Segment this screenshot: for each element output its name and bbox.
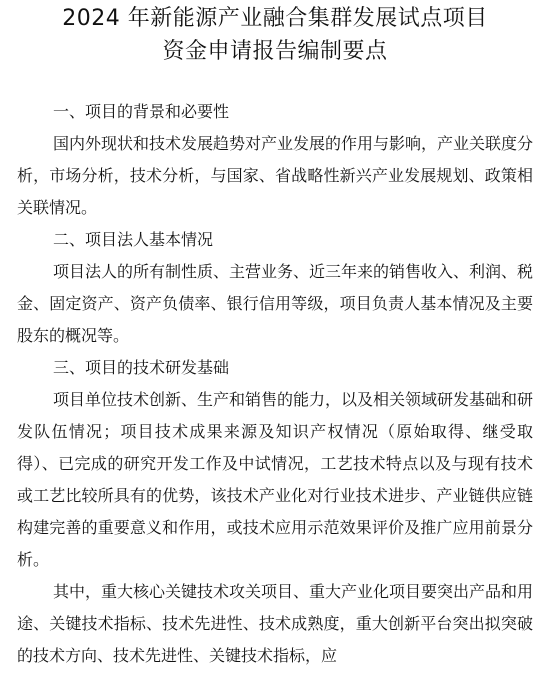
title-line-1: 2024 年新能源产业融合集群发展试点项目 <box>62 6 488 31</box>
section-heading-2: 二、项目法人基本情况 <box>53 230 214 249</box>
section-heading-3: 三、项目的技术研发基础 <box>53 358 230 377</box>
title-line-2: 资金申请报告编制要点 <box>162 39 388 64</box>
section-paragraph-3: 项目单位技术创新、生产和销售的能力，以及相关领域研发基础和研发队伍情况；项目技术成果来源及知识产权情况（原始取得、继受取得）、已完成的研究开发工作及中试情况，工艺技术特点以及与现有技术或工艺比较所具有的优势，该技术产业化对行业技术进步、产业链供应链构建完善的重要意义和作用，或技术应用示范效果评价及推广应用前景分析。 <box>17 390 534 569</box>
section-paragraph-1: 国内外现状和技术发展趋势对产业发展的作用与影响，产业关联度分析，市场分析，技术分析，与国家、省战略性新兴产业发展规划、政策相关联情况。 <box>17 134 534 217</box>
closing-paragraph: 其中，重大核心关键技术攻关项目、重大产业化项目要突出产品和用途、关键技术指标、技术先进性、技术成熟度，重大创新平台突出拟突破的技术方向、技术先进性、关键技术指标，应 <box>17 582 534 665</box>
section-heading-1: 一、项目的背景和必要性 <box>53 102 230 121</box>
document-body <box>17 96 533 672</box>
section-paragraph-2: 项目法人的所有制性质、主营业务、近三年来的销售收入、利润、税金、固定资产、资产负债率、银行信用等级，项目负责人基本情况及主要股东的概况等。 <box>17 262 534 345</box>
document-title <box>0 0 550 68</box>
